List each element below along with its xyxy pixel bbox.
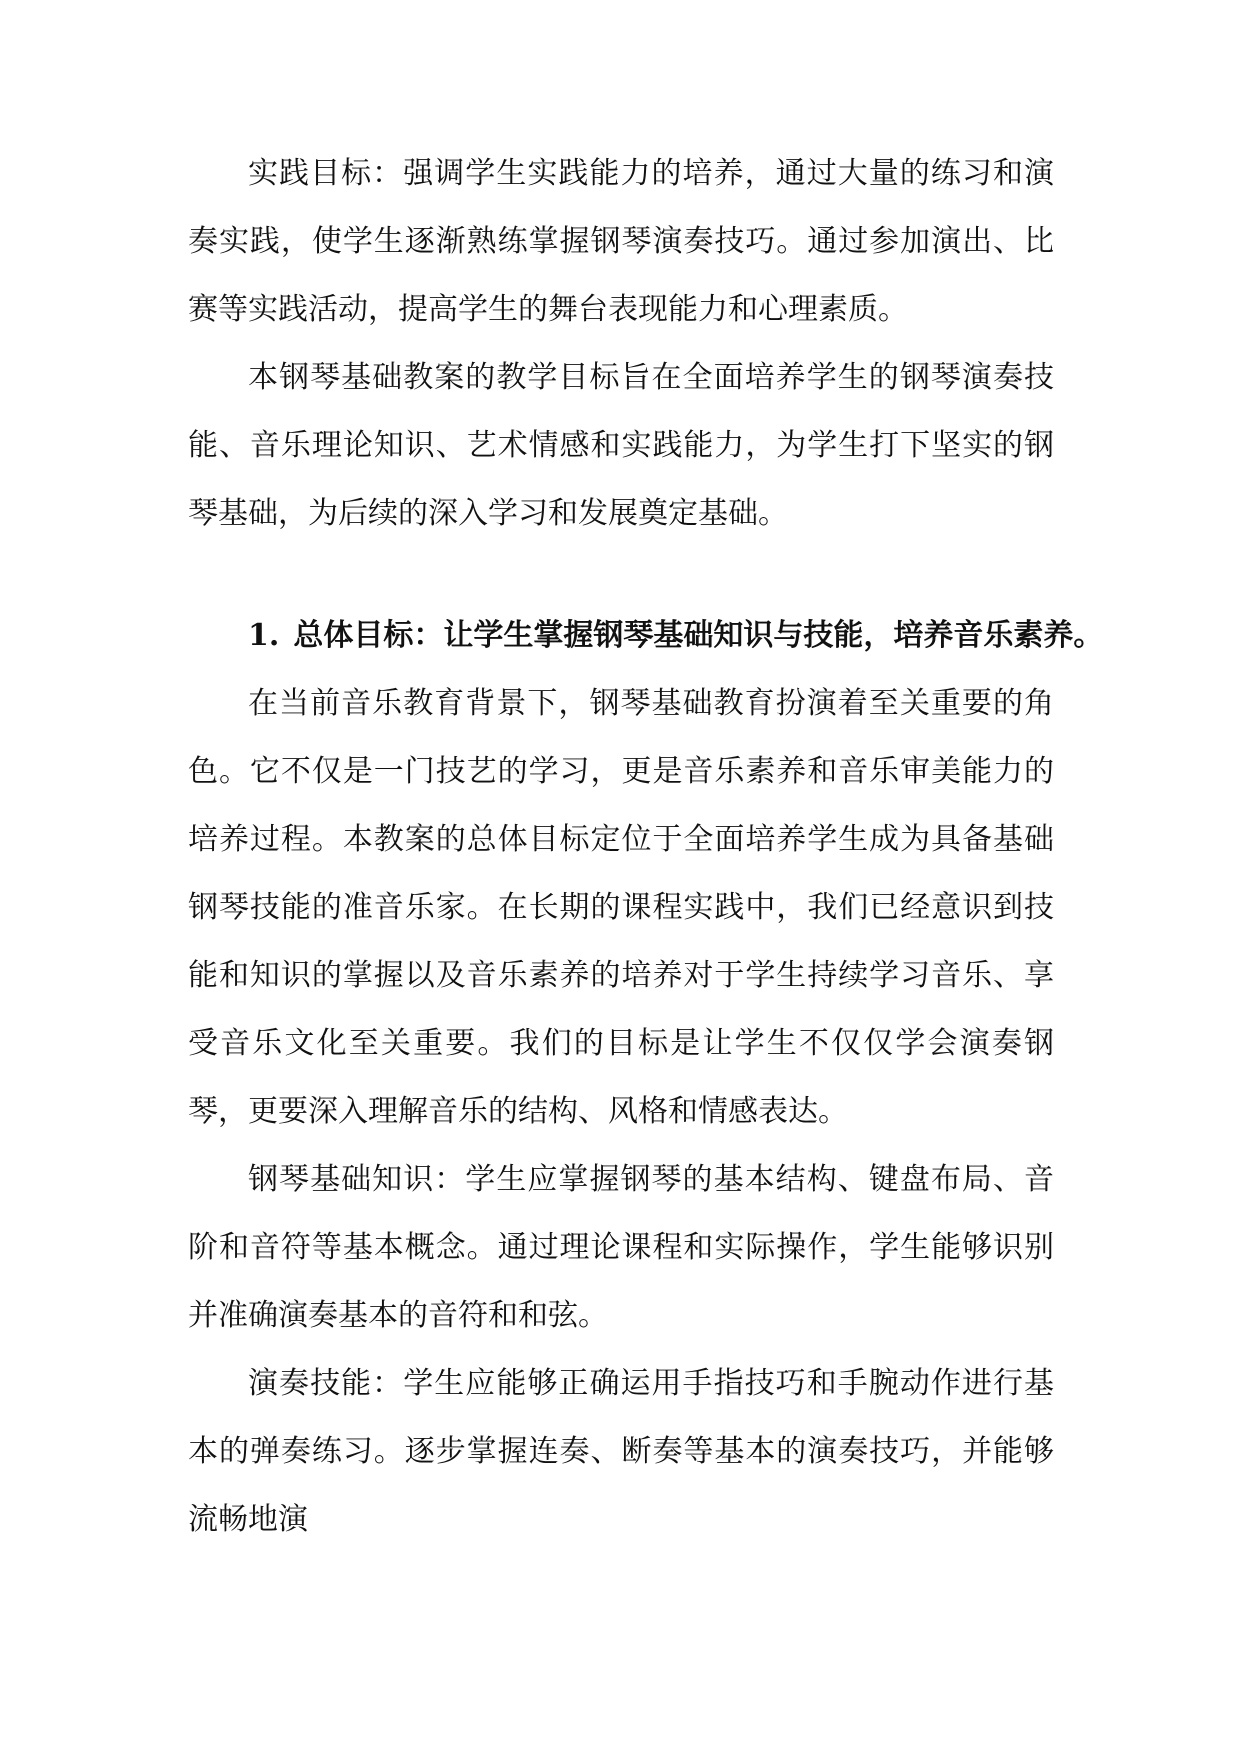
section-title: 总体目标：让学生掌握钢琴基础知识与技能，培养音乐素养。 [293,618,1104,653]
section-heading [188,602,1104,670]
section-number: 1. [248,618,280,653]
paragraph-practice-goal: 实践目标：强调学生实践能力的培养，通过大量的练习和演奏实践，使学生逐渐熟练掌握钢琴演奏技巧。通过参加演出、比赛等实践活动，提高学生的舞台表现能力和心理素质。 [188,156,1054,327]
paragraph-piano-basics: 钢琴基础知识：学生应掌握钢琴的基本结构、键盘布局、音阶和音符等基本概念。通过理论课程和实际操作，学生能够识别并准确演奏基本的音符和和弦。 [188,1162,1054,1333]
paragraph-performance-skills: 演奏技能：学生应能够正确运用手指技巧和手腕动作进行基本的弹奏练习。逐步掌握连奏、断奏等基本的演奏技巧，并能够流畅地演 [188,1366,1054,1537]
paragraph-teaching-goal-summary: 本钢琴基础教案的教学目标旨在全面培养学生的钢琴演奏技能、音乐理论知识、艺术情感和实践能力，为学生打下坚实的钢琴基础，为后续的深入学习和发展奠定基础。 [188,360,1054,531]
document-body [188,140,1104,1554]
paragraph-overall-goal: 在当前音乐教育背景下，钢琴基础教育扮演着至关重要的角色。它不仅是一门技艺的学习，更是音乐素养和音乐审美能力的培养过程。本教案的总体目标定位于全面培养学生成为具备基础钢琴技能的准音乐家。在长期的课程实践中，我们已经意识到技能和知识的掌握以及音乐素养的培养对于学生持续学习音乐、享受音乐文化至关重要。我们的目标是让学生不仅仅学会演奏钢琴，更要深入理解音乐的结构、风格和情感表达。 [188,686,1054,1129]
